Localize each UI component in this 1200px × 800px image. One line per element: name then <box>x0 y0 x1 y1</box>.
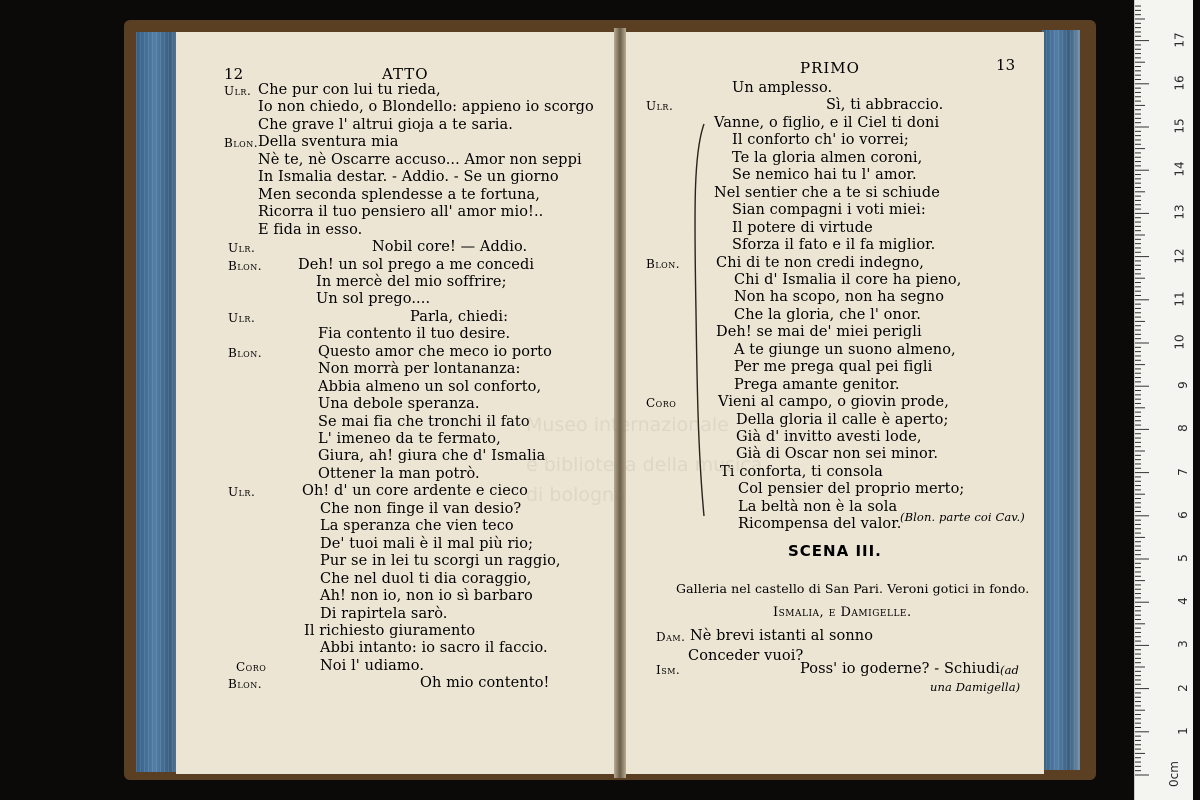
ruler-label: 14 <box>1172 161 1187 177</box>
speaker-label: Ism. <box>656 663 681 677</box>
verse-line: Chi di te non credi indegno, <box>716 254 925 271</box>
ruler-label: 4 <box>1176 597 1191 606</box>
verse-line: Sian compagni i voti miei: <box>732 202 926 219</box>
scene-title: SCENA III. <box>788 542 882 560</box>
verse-line: Giura, ah! giura che d' Ismalia <box>318 448 546 465</box>
scene-characters: Ismalia, e Damigelle. <box>773 605 912 620</box>
right-page-header: PRIMO <box>800 59 860 77</box>
verse-line: Te la gloria almen coroni, <box>732 149 923 166</box>
ruler-label: 16 <box>1172 75 1187 91</box>
verse-line: Questo amor che meco io porto <box>318 343 552 360</box>
verse-line: Noi l' udiamo. <box>320 657 425 674</box>
ruler-label: 6 <box>1176 510 1191 519</box>
ruler-label: 10 <box>1172 334 1187 350</box>
watermark-line-3: di bologna <box>526 484 626 506</box>
verse-line: Non ha scopo, non ha segno <box>734 289 945 306</box>
stage-direction-exit: (Blon. parte coi Cav.) <box>900 510 1025 524</box>
ruler-label: 11 <box>1172 291 1187 307</box>
verse-line: A te giunge un suono almeno, <box>734 341 956 358</box>
left-page-number: 12 <box>224 65 244 83</box>
stage-direction-damigella: una Damigella) <box>930 680 1021 694</box>
verse-line: Che non finge il van desio? <box>320 500 522 517</box>
verse-line: Un amplesso. <box>732 80 833 96</box>
verse-line: La beltà non è la sola <box>738 498 898 515</box>
speaker-label: Ulr. <box>224 84 252 98</box>
verse-line: Men seconda splendesse a te fortuna, <box>258 186 540 203</box>
verse-line: Deh! un sol prego a me concedi <box>298 256 535 273</box>
verse-line: In mercè del mio soffrire; <box>316 273 507 290</box>
verse-line: Parla, chiedi: <box>410 308 509 325</box>
verse-line: Il richiesto giuramento <box>304 622 476 639</box>
verse-line: Chi d' Ismalia il core ha pieno, <box>734 271 962 288</box>
speaker-label: Ulr. <box>646 99 674 114</box>
verse-line: Col pensier del proprio merto; <box>738 481 965 498</box>
verse-line: Che la gloria, che l' onor. <box>734 306 921 323</box>
speaker-label: Ulr. <box>228 485 256 500</box>
speaker-label: Blon. <box>224 136 259 151</box>
right-page-edge <box>1042 30 1080 770</box>
ruler-label: 13 <box>1172 204 1187 221</box>
ruler-label: 7 <box>1176 467 1191 476</box>
verse-line: Non morrà per lontananza: <box>318 361 521 378</box>
dialogue-line: Poss' io goderne? - Schiudi <box>800 661 1000 677</box>
verse-line: Che pur con lui tu rieda, <box>258 82 441 98</box>
speaker-label: Blon. <box>228 677 263 692</box>
left-page-header: ATTO <box>382 65 429 83</box>
ruler-label: 15 <box>1172 118 1187 134</box>
verse-line: Prega amante genitor. <box>734 376 900 393</box>
verse-line: Oh! d' un core ardente e cieco <box>302 483 528 500</box>
verse-line: Ottener la man potrò. <box>318 465 480 482</box>
verse-line: Una debole speranza. <box>318 396 480 413</box>
verse-line: Oh mio contento! <box>420 675 550 692</box>
ruler-label: 0cm <box>1167 761 1182 787</box>
speaker-label: Blon. <box>228 345 263 360</box>
verse-line: Ti conforta, ti consola <box>720 463 883 480</box>
verse-line: Nobil core! — Addio. <box>372 239 528 256</box>
dialogue-line: Conceder vuoi? <box>688 648 804 664</box>
verse-line: In Ismalia destar. - Addio. - Se un giorno <box>258 169 559 186</box>
verse-line: Vieni al campo, o giovin prode, <box>718 394 949 411</box>
verse-line: Nel sentier che a te si schiude <box>714 184 940 201</box>
ruler-label: 3 <box>1176 640 1191 649</box>
verse-line: Abbia almeno un sol conforto, <box>318 378 542 395</box>
measurement-ruler <box>1134 0 1193 800</box>
ruler-label: 2 <box>1176 683 1191 692</box>
verse-line: Un sol prego.... <box>316 291 431 308</box>
stage-direction-ad: (ad <box>1000 663 1020 677</box>
dialogue-line: Nè brevi istanti al sonno <box>690 628 874 644</box>
verse-line: Ricorra il tuo pensiero all' amor mio!.. <box>258 204 544 221</box>
speaker-label: Blon. <box>228 258 263 273</box>
verse-line: Già di Oscar non sei minor. <box>736 446 939 463</box>
ruler-label: 8 <box>1176 424 1191 433</box>
verse-line: Che grave l' altrui gioja a te saria. <box>258 116 513 133</box>
verse-line: Già d' invitto avesti lode, <box>736 429 922 445</box>
verse-line: Di rapirtela sarò. <box>320 605 448 622</box>
watermark-line-2: e biblioteca della musica <box>526 454 763 476</box>
ruler-label: 1 <box>1176 726 1191 735</box>
watermark-line-1: Museo internazionale <box>526 414 729 436</box>
right-page-number: 13 <box>996 56 1016 74</box>
speaker-label: Ulr. <box>228 310 256 325</box>
verse-line: Deh! se mai de' miei perigli <box>716 324 922 341</box>
verse-line: Se nemico hai tu l' amor. <box>732 167 917 184</box>
verse-line: Sforza il fato e il fa miglior. <box>732 237 936 254</box>
scene-description: Galleria nel castello di San Pari. Veroni gotici in fondo. <box>676 581 1030 596</box>
verse-line: Nè te, nè Oscarre accuso... Amor non seppi <box>258 151 582 168</box>
verse-line: Pur se in lei tu scorgi un raggio, <box>320 553 561 570</box>
verse-line: De' tuoi mali è il mal più rio; <box>320 535 534 552</box>
ruler-label: 9 <box>1176 381 1191 390</box>
speaker-label: Coro <box>236 659 267 674</box>
verse-line: Ah! non io, non io sì barbaro <box>320 588 533 605</box>
book-gutter <box>614 28 626 778</box>
verse-line: Per me prega qual pei figli <box>734 359 933 376</box>
verse-line: L' imeneo da te fermato, <box>318 431 501 447</box>
speaker-label: Ulr. <box>228 241 256 256</box>
ruler-label: 17 <box>1172 31 1187 48</box>
verse-line: Vanne, o figlio, e il Ciel ti doni <box>714 114 940 131</box>
verse-line: Io non chiedo, o Blondello: appieno io scorgo <box>258 99 594 116</box>
verse-line: Della sventura mia <box>258 134 399 151</box>
verse-line: Il potere di virtude <box>732 219 873 236</box>
ruler-label: 12 <box>1172 247 1187 264</box>
verse-line: Abbi intanto: io sacro il faccio. <box>320 640 548 657</box>
speaker-label: Dam. <box>656 630 686 644</box>
verse-line: La speranza che vien teco <box>320 518 514 535</box>
verse-line: E fida in esso. <box>258 221 363 238</box>
verse-line: Della gloria il calle è aperto; <box>736 411 949 428</box>
verse-line: Il conforto ch' io vorrei; <box>732 132 909 149</box>
verse-line: Se mai fia che tronchi il fato <box>318 413 530 430</box>
verse-line: Che nel duol ti dia coraggio, <box>320 570 532 587</box>
verse-line: Fia contento il tuo desire. <box>318 326 511 343</box>
speaker-label: Blon. <box>646 256 681 271</box>
verse-line: Ricompensa del valor. <box>738 516 902 533</box>
verse-line: Sì, ti abbraccio. <box>826 97 944 114</box>
ruler-label: 5 <box>1176 554 1191 562</box>
speaker-label: Coro <box>646 396 677 411</box>
